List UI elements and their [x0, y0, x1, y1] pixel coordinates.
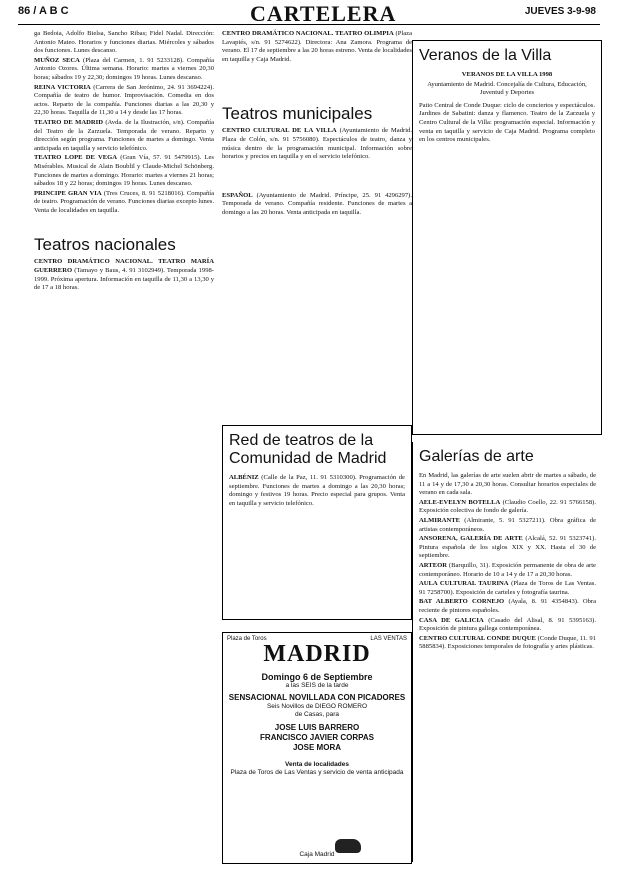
section-heading-galerias: Galerías de arte [419, 448, 534, 465]
gallery-title: BAT ALBERTO CORNEJO [419, 598, 505, 606]
ad-event: SENSACIONAL NOVILLADA CON PICADORES [228, 693, 406, 702]
column-2 [222, 30, 412, 219]
listing-title: MUÑOZ SECA [34, 56, 80, 64]
listing-title: ESPAÑOL [222, 191, 253, 199]
listing-text: (Carrera de San Jerónimo, 24. 91 3694224). Compañía de teatro de humor. Improvisación. Comedia en dos actos. Reparto de la compañía. Funciones diarias a las 20,30 y 22,30 horas. Taquilla de 11,30 a 14 y desde las 17 horas. [34, 83, 214, 117]
listing-title: CENTRO CULTURAL DE LA VILLA [222, 127, 337, 135]
listing-title: CENTRO DRAMÁTICO NACIONAL. TEATRO MARÍA GUERRERO [34, 258, 214, 275]
ad-time: a las SEIS de la tarde [285, 682, 349, 689]
listing-title: TEATRO LOPE DE VEGA [34, 154, 118, 162]
section-heading-teatros-nacionales: Teatros nacionales [34, 235, 176, 255]
gallery-text: (Claudio Coello, 22. 91 5766158). Exposición colectiva de fondo de galería. [419, 498, 596, 515]
box-title: Veranos de la Villa [419, 47, 552, 64]
listing-text: (Tres Cruces, 8. 91 5218016). Compañía de teatro. Programación de verano. Funciones diarias excepto lunes. Venta de localidades en taquilla. [34, 189, 214, 214]
ad-line3: de Casas, para [294, 711, 340, 718]
section-title: CARTELERA [250, 1, 397, 26]
veranos-box [412, 40, 602, 435]
issue-date: JUEVES 3-9-98 [524, 6, 596, 17]
listing-text: (Ayuntamiento de Madrid. Príncipe, 25. 91 4296297). Temporada de verano. Compañía residente. Funciones de martes a domingo a las 20 horas. Venta anticipada en taquilla. [222, 191, 412, 216]
gallery-text: (Casado del Alisal, 8. 91 5395163). Exposición de pintura gallega contemporánea. [419, 616, 596, 633]
box-head: VERANOS DE LA VILLA 1998 [461, 71, 553, 78]
gallery-title: AULA CULTURAL TAURINA [419, 580, 509, 588]
gallery-title: ARTEOR [419, 561, 447, 569]
gallery-text: (Plaza de Toros de Las Ventas. 91 7258700). Exposición de carteles y fotografía taurina. [419, 580, 596, 596]
galleries-intro: En Madrid, las galerías de arte suelen abrir de martes a sábado, de 11 a 14 y de 17,30 a 20,30 horas. Consultar horarios especiales de verano en cada sala. [419, 472, 596, 497]
ad-torero-3: JOSE MORA [292, 743, 341, 752]
listing-title: CENTRO DRAMÁTICO NACIONAL. TEATRO OLIMPIA [222, 30, 394, 37]
box-body: Patio Central de Conde Duque: ciclo de conciertos y espectáculos. Jardines de Sabatini: danza y flamenco. Teatro de la Zarzuela y Centro Cultural de la Villa: programación especial. Información y venta en taquilla y servicio de Caja Madrid. Programa completo en los centros municipales. [419, 101, 595, 144]
gallery-title: ANSORENA, GALERÍA DE ARTE [419, 535, 523, 543]
listing-text: (Avda. de la Ilustración, s/n). Compañía del Teatro de la Zarzuela. Temporada de verano. Reparto y dirección según programa. Funciones de martes a domingo. Venta anticipada en taquilla y servicio telefónico. [34, 118, 214, 152]
listing-title: REINA VICTORIA [34, 83, 91, 91]
ad-right-tag: LAS VENTAS [370, 636, 407, 642]
header-rule [18, 24, 600, 25]
bull-icon [335, 839, 361, 853]
gallery-text: (Barquillo, 31). Exposición permanente de obra de arte contemporáneo. Horario de 10 a 14 y de 17 a 20,30 horas. [419, 561, 596, 578]
page-number: 86 / A B C [18, 5, 69, 17]
gallery-title: CASA DE GALICIA [419, 616, 484, 624]
box-sub: Ayuntamiento de Madrid. Concejalía de Cultura, Educación, Juventud y Deportes [427, 80, 587, 97]
listing-title: PRINCIPE GRAN VIA [34, 189, 102, 197]
ad-left-tag: Plaza de Toros [227, 636, 267, 642]
ad-venta: Venta de localidades [285, 761, 349, 768]
ad-venta-2: Plaza de Toros de Las Ventas y servicio de venta anticipada [230, 769, 404, 776]
listing-text: (Calle de la Paz, 11. 91 5310300). Programación de septiembre. Funciones de martes a domingo a las 20,30 horas; domingo y festivos 19 horas. Precio especial para grupos. Venta en taquilla y servicio telefónico. [229, 474, 405, 507]
ad-date: Domingo 6 de Septiembre [261, 672, 373, 682]
ad-torero-2: FRANCISCO JAVIER CORPAS [260, 733, 374, 742]
listing-text: (Ayuntamiento de Madrid. Plaza de Colón, s/n. 91 5756080). Espectáculos de teatro, danza y música dentro de la programación municipal. Información sobre horarios y precios en taquilla y en el servicio telefónico. [222, 127, 412, 161]
gallery-text: (Almirante, 5. 91 5327211). Obra gráfica de artistas contemporáneos. [419, 516, 597, 533]
gallery-text: (Conde Duque, 11. 91 5885834). Exposiciones temporales de fotografía y artes plásticas. [419, 634, 596, 651]
ad-sub: Seis Novillos de DIEGO ROMERO [266, 703, 368, 710]
listing-title: TEATRO DE MADRID [34, 118, 103, 126]
gallery-title: ALMIRANTE [419, 516, 461, 524]
listing-text: (Plaza del Carmen, 1. 91 5233128). Compañía Antonio Ozores. Última semana. Horario: martes a viernes 20,30 horas; sábados 19 y 22,30; domingos 19 horas. Lunes descanso. [34, 56, 214, 81]
section-heading-teatros-municipales: Teatros municipales [222, 104, 373, 124]
galerias-box [412, 442, 602, 862]
col1-intro: ga Bedoia, Adolfo Bielsa, Sancho Ribas; Fidel Nadal. Dirección: Antonio Mateo. Horarios y funciones diarias. Miércoles y sábados dos funciones. Lunes descanso. [34, 30, 214, 55]
listing-text: (Gran Vía, 57. 91 5479915). Les Misérables. Musical de Alain Boublil y Claude-Michel Schönberg. Funciones de martes a domingo. Horario: martes a viernes 21 horas; sábados 18 y 22 horas; domingos 19 horas. Lunes descanso. [34, 154, 214, 188]
gallery-title: CENTRO CULTURAL CONDE DUQUE [419, 634, 536, 642]
comunidad-madrid-box [222, 425, 412, 620]
bullfight-ad [222, 632, 412, 864]
ad-torero-1: JOSE LUIS BARRERO [274, 723, 360, 732]
gallery-text: (Alcalá, 52. 91 5323741). Pintura española de los siglos XIX y XX. Hasta el 30 de septiembre. [419, 535, 596, 560]
listing-text: (Plaza Lavapiés, s/n. 91 5274622). Directora: Ana Zamora. Programa de verano. El 17 de septiembre a las 20 horas estreno. Venta de localidades en taquilla y Caja Madrid. [222, 30, 412, 63]
ad-city: MADRID [263, 641, 371, 667]
box-title: Red de teatros de la Comunidad de Madrid [229, 432, 387, 467]
listing-title: ALBÉNIZ [229, 474, 259, 481]
listing-text: (Tamayo y Baus, 4. 91 3102949). Temporada 1998-1999. Próxima apertura. Información en taquilla de 11,30 a 13,30 y de 17 a 18 horas. [34, 267, 214, 292]
ad-sponsor: Caja Madrid [299, 851, 335, 858]
gallery-title: AELE-EVELYN BOTELLA [419, 498, 501, 506]
gallery-text: (Ayala, 8. 91 4354843). Obra reciente de pintores españoles. [419, 598, 597, 614]
